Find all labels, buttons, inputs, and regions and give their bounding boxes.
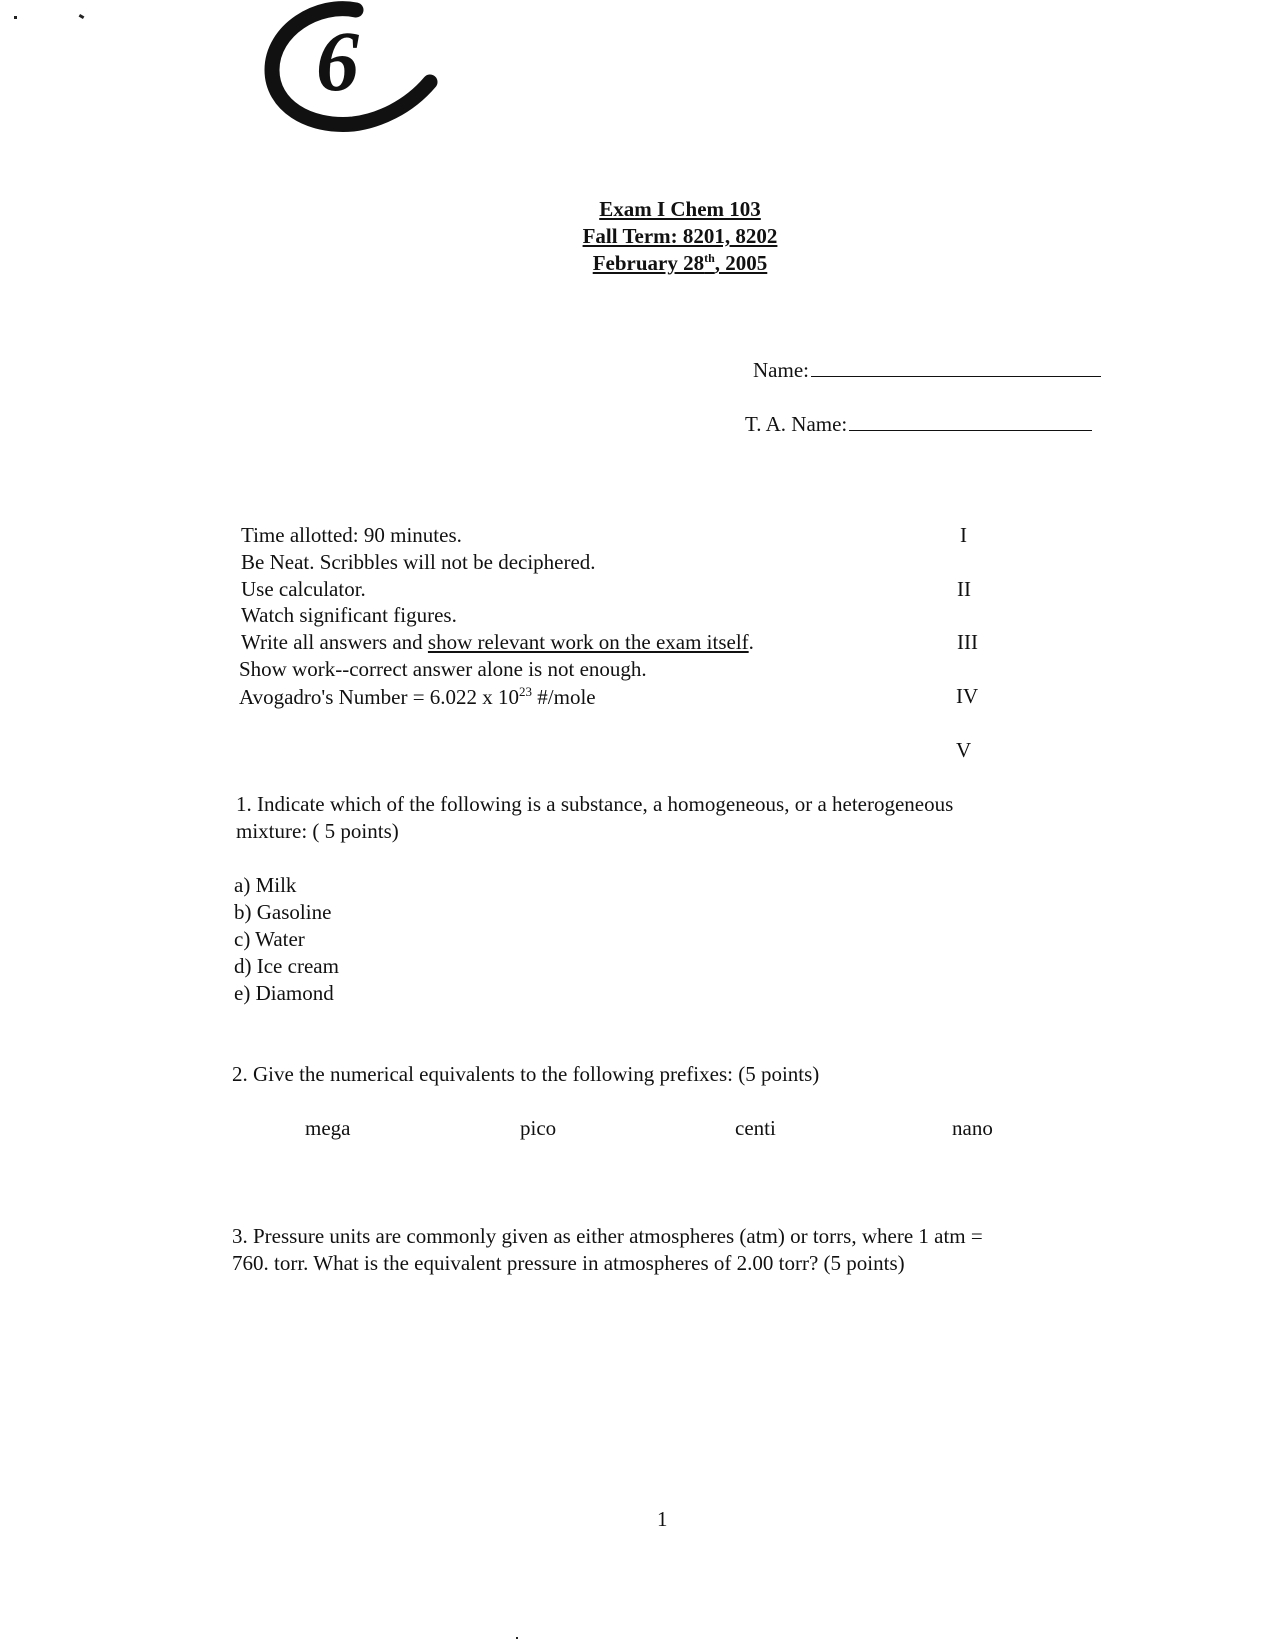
name-label: Name:: [753, 358, 809, 382]
score-section-1: I: [960, 523, 967, 547]
instruction-time: Time allotted: 90 minutes.: [241, 523, 462, 547]
question-1-item: a) Milk: [234, 873, 297, 897]
logo-glyph: 6: [316, 13, 359, 109]
instruction-avogadro: [239, 684, 596, 710]
question-3-text: 3. Pressure units are commonly given as either atmospheres (atm) or torrs, where 1 atm =: [232, 1224, 983, 1248]
exam-title: Exam I Chem 103: [599, 197, 761, 221]
question-1-item: d) Ice cream: [234, 954, 339, 978]
score-section-3: III: [957, 630, 978, 654]
write-underlined: show relevant work on the exam itself: [427, 630, 749, 654]
score-section-5: V: [956, 738, 972, 762]
page-number: 1: [657, 1507, 668, 1531]
ta-name-label: T. A. Name:: [745, 412, 848, 436]
question-1-item: e) Diamond: [234, 981, 334, 1005]
instruction-calculator: Use calculator.: [241, 577, 366, 601]
scan-speck: [79, 14, 85, 19]
scan-speck: [516, 1637, 518, 1639]
scan-speck: [14, 16, 17, 19]
question-3-text-cont: 760. torr. What is the equivalent pressure in atmospheres of 2.00 torr? (5 points): [232, 1251, 905, 1275]
score-section-4: IV: [956, 684, 979, 708]
course-logo: [258, 0, 438, 135]
score-section-2: II: [957, 577, 971, 601]
prefix-mega: mega: [305, 1116, 351, 1140]
name-field[interactable]: [753, 358, 1101, 383]
prefix-nano: nano: [952, 1116, 993, 1140]
question-2-text: 2. Give the numerical equivalents to the following prefixes: (5 points): [232, 1062, 820, 1086]
avogadro-prefix: Avogadro's Number = 6.022 x 10: [239, 685, 520, 709]
date-suffix: , 2005: [714, 251, 768, 275]
prefix-centi: centi: [735, 1116, 776, 1140]
avogadro-exponent: 23: [519, 684, 533, 699]
date-superscript: th: [704, 251, 715, 265]
instruction-sigfigs: Watch significant figures.: [241, 603, 457, 627]
instruction-write: [241, 630, 754, 655]
write-prefix: Write all answers and: [241, 630, 428, 654]
name-blank[interactable]: [811, 375, 1101, 377]
question-1-item: b) Gasoline: [234, 900, 332, 924]
question-1-item: c) Water: [234, 927, 305, 951]
exam-date: [0, 251, 1280, 276]
instruction-neat: Be Neat. Scribbles will not be deciphered.: [241, 550, 596, 574]
question-1-text-cont: mixture: ( 5 points): [236, 819, 399, 843]
date-prefix: February 28: [592, 251, 705, 275]
question-1-text: 1. Indicate which of the following is a substance, a homogeneous, or a heterogeneous: [236, 792, 954, 816]
prefix-pico: pico: [520, 1116, 557, 1140]
instruction-showwork: Show work--correct answer alone is not enough.: [239, 657, 647, 681]
exam-term: Fall Term: 8201, 8202: [582, 224, 778, 248]
ta-name-blank[interactable]: [849, 429, 1092, 431]
write-suffix: .: [748, 630, 754, 654]
avogadro-suffix: #/mole: [532, 685, 596, 709]
ta-name-field[interactable]: [745, 412, 1092, 437]
